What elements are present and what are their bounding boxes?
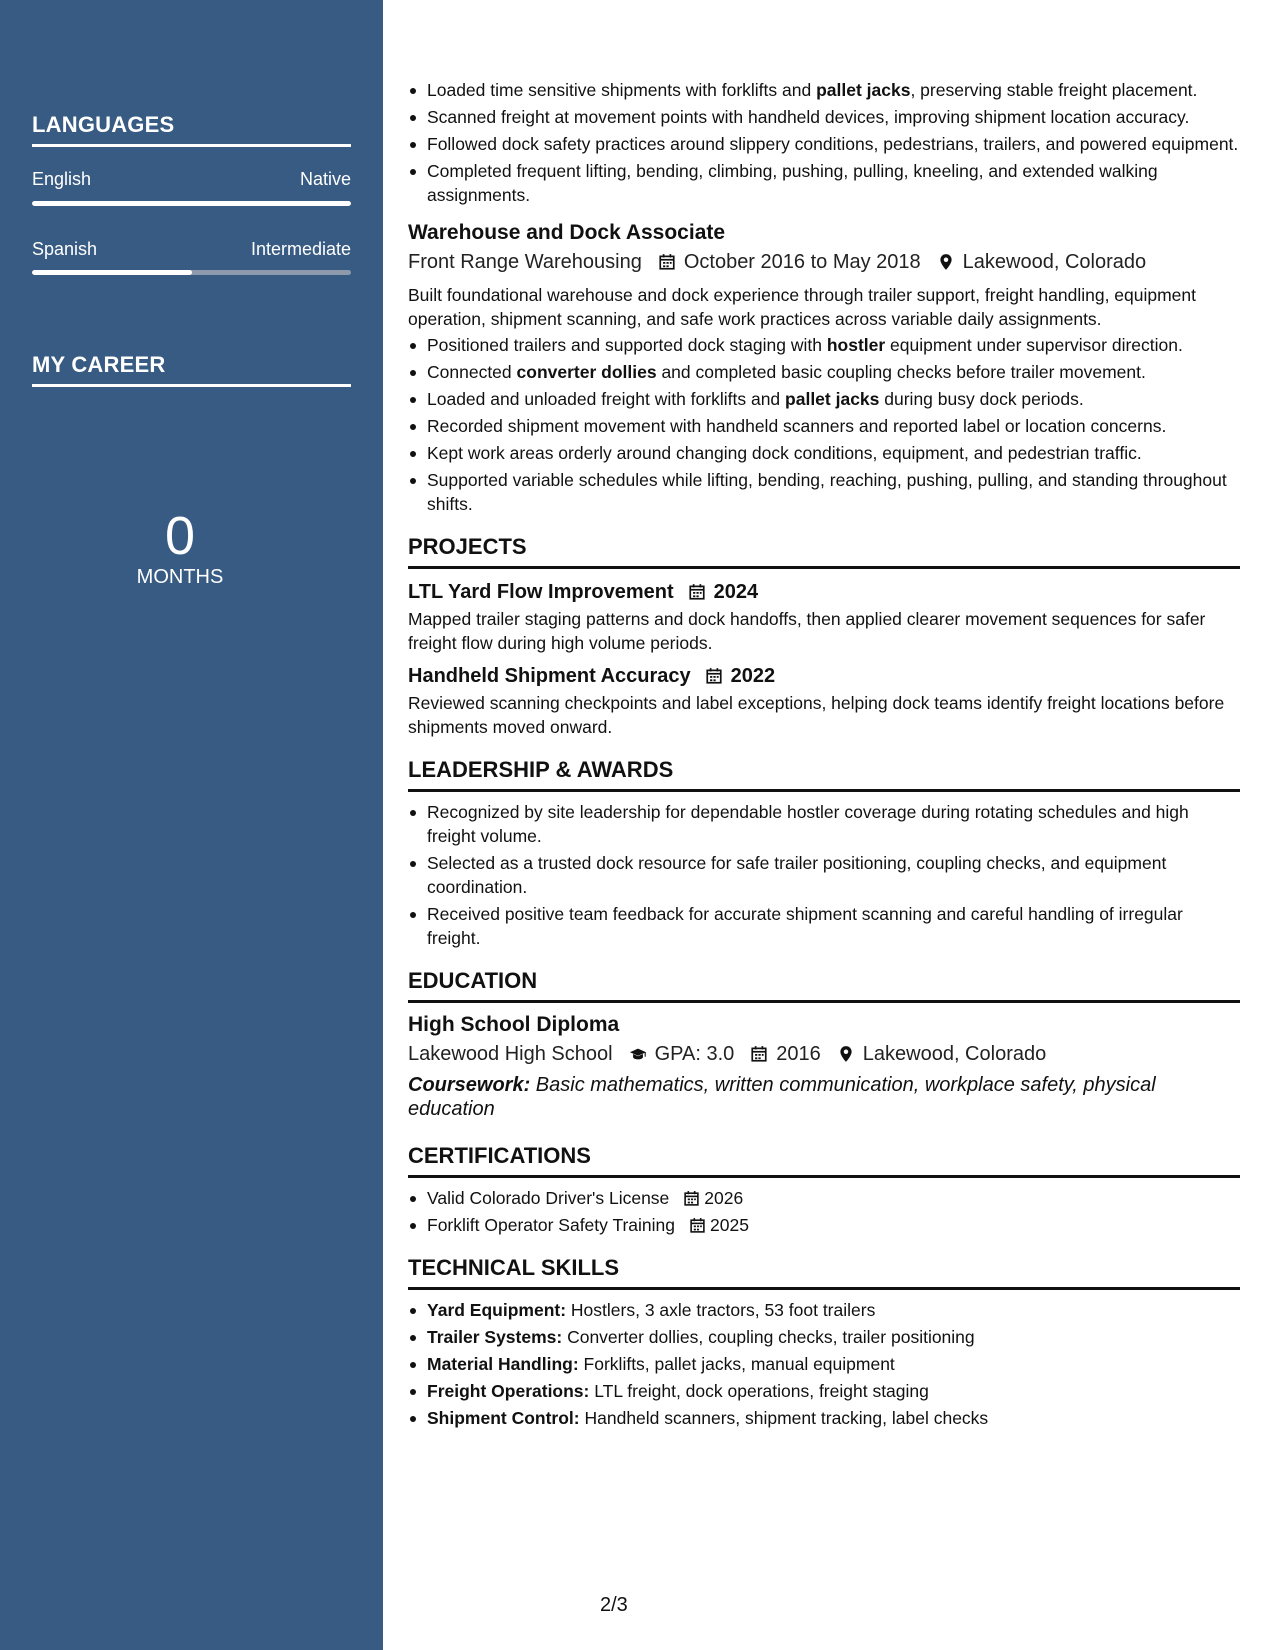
certification-year: 2026: [704, 1188, 744, 1208]
education-location: Lakewood, Colorado: [862, 1043, 1047, 1065]
project-description: Reviewed scanning checkpoints and label exceptions, helping dock teams identify freight locations before shipments moved onward.: [408, 693, 1225, 737]
list-item: Received positive team feedback for accurate shipment scanning and careful handling of irregular freight.: [408, 902, 1240, 950]
career-unit: MONTHS: [136, 566, 224, 588]
project-year: 2024: [713, 581, 759, 603]
page-number: 2/3: [600, 1594, 628, 1616]
language-name: English: [32, 169, 92, 189]
calendar-icon: [687, 1215, 707, 1235]
list-item: Shipment Control: Handheld scanners, shipment tracking, label checks: [408, 1406, 1240, 1430]
list-item: Selected as a trusted dock resource for safe trailer positioning, coupling checks, and equipment coordination.: [408, 851, 1240, 899]
leadership-bullets: [408, 800, 1240, 950]
calendar-icon: [748, 1043, 770, 1065]
list-item: Loaded time sensitive shipments with forklifts and pallet jacks, preserving stable freight placement.: [408, 78, 1240, 102]
graduation-cap-icon: [627, 1043, 649, 1065]
list-item: Yard Equipment: Hostlers, 3 axle tractors, 53 foot trailers: [408, 1298, 1240, 1322]
list-item: Freight Operations: LTL freight, dock operations, freight staging: [408, 1379, 1240, 1403]
list-item: Connected converter dollies and completed basic coupling checks before trailer movement.: [408, 360, 1240, 384]
certification-list: [408, 1186, 1240, 1237]
education-title: EDUCATION: [408, 966, 1240, 1003]
language-bar-spanish: [32, 270, 351, 275]
coursework-text: Basic mathematics, written communication, workplace safety, physical education: [408, 1074, 1156, 1120]
project-name: Handheld Shipment Accuracy: [408, 665, 691, 687]
calendar-icon: [703, 665, 725, 687]
coursework-label: Coursework:: [408, 1074, 531, 1096]
list-item: Loaded and unloaded freight with forklifts and pallet jacks during busy dock periods.: [408, 387, 1240, 411]
list-item: Followed dock safety practices around slippery conditions, pedestrians, trailers, and powered equipment.: [408, 132, 1240, 156]
list-item: Recorded shipment movement with handheld scanners and reported label or location concerns.: [408, 414, 1240, 438]
calendar-icon: [686, 581, 708, 603]
certification-name: Forklift Operator Safety Training: [427, 1215, 676, 1235]
list-item: Recognized by site leadership for dependable hostler coverage during rotating schedules and high freight volume.: [408, 800, 1240, 848]
list-item: Scanned freight at movement points with handheld devices, improving shipment location accuracy.: [408, 105, 1240, 129]
project-header: [408, 661, 1240, 691]
skills-list: [408, 1298, 1240, 1430]
list-item: [408, 1213, 1240, 1237]
education-degree: High School Diploma: [408, 1013, 620, 1036]
project-year: 2022: [730, 665, 776, 687]
list-item: Material Handling: Forklifts, pallet jacks, manual equipment: [408, 1352, 1240, 1376]
gpa: GPA: 3.0: [654, 1043, 735, 1065]
certification-name: Valid Colorado Driver's License: [427, 1188, 670, 1208]
projects-title: PROJECTS: [408, 532, 1240, 569]
list-item: Completed frequent lifting, bending, climbing, pushing, pulling, kneeling, and extended walking assignments.: [408, 159, 1240, 207]
job-summary: Built foundational warehouse and dock experience through trailer support, freight handling, equipment operation, shipment scanning, and safe work practices across variable daily assignments.: [408, 285, 1197, 329]
project-description: Mapped trailer staging patterns and dock handoffs, then applied clearer movement sequences for safer freight flow during high volume periods.: [408, 609, 1206, 653]
language-bar-fill: [32, 270, 192, 275]
job-dates: October 2016 to May 2018: [683, 251, 921, 273]
education-meta: [408, 1039, 1240, 1069]
job-title: Warehouse and Dock Associate: [408, 221, 726, 244]
list-item: Kept work areas orderly around changing dock conditions, equipment, and pedestrian traffic.: [408, 441, 1240, 465]
language-bar-fill: [32, 201, 351, 206]
certification-year: 2025: [710, 1215, 749, 1235]
project-name: LTL Yard Flow Improvement: [408, 581, 674, 603]
languages-title: LANGUAGES: [32, 112, 351, 147]
location-pin-icon: [935, 251, 957, 273]
education-year: 2016: [776, 1043, 821, 1065]
certifications-title: CERTIFICATIONS: [408, 1141, 1240, 1178]
project-header: [408, 577, 1240, 607]
job-location: Lakewood, Colorado: [962, 251, 1147, 273]
list-item: [408, 1186, 1240, 1210]
list-item: Positioned trailers and supported dock staging with hostler equipment under supervisor direction.: [408, 333, 1240, 357]
language-row-english: [32, 169, 351, 190]
school-name: Lakewood High School: [408, 1043, 613, 1065]
language-bar-english: [32, 201, 351, 206]
calendar-icon: [681, 1188, 701, 1208]
language-name: Spanish: [32, 239, 98, 259]
leadership-title: LEADERSHIP & AWARDS: [408, 755, 1240, 792]
job-bullets: [408, 333, 1240, 516]
calendar-icon: [656, 251, 678, 273]
experience-continued-bullets: [408, 78, 1240, 207]
career-title: MY CAREER: [32, 352, 351, 387]
language-level: Intermediate: [250, 239, 351, 259]
coursework: [408, 1073, 1240, 1121]
skills-title: TECHNICAL SKILLS: [408, 1253, 1240, 1290]
main-content: [408, 78, 1240, 1433]
language-level: Native: [299, 169, 351, 189]
job-meta: [408, 247, 1240, 277]
sidebar: [0, 0, 383, 1650]
career-value: 0: [164, 506, 196, 566]
list-item: Trailer Systems: Converter dollies, coupling checks, trailer positioning: [408, 1325, 1240, 1349]
location-pin-icon: [835, 1043, 857, 1065]
company-name: Front Range Warehousing: [408, 251, 642, 273]
list-item: Supported variable schedules while lifting, bending, reaching, pushing, pulling, and standing throughout shifts.: [408, 468, 1240, 516]
language-row-spanish: [32, 239, 351, 260]
